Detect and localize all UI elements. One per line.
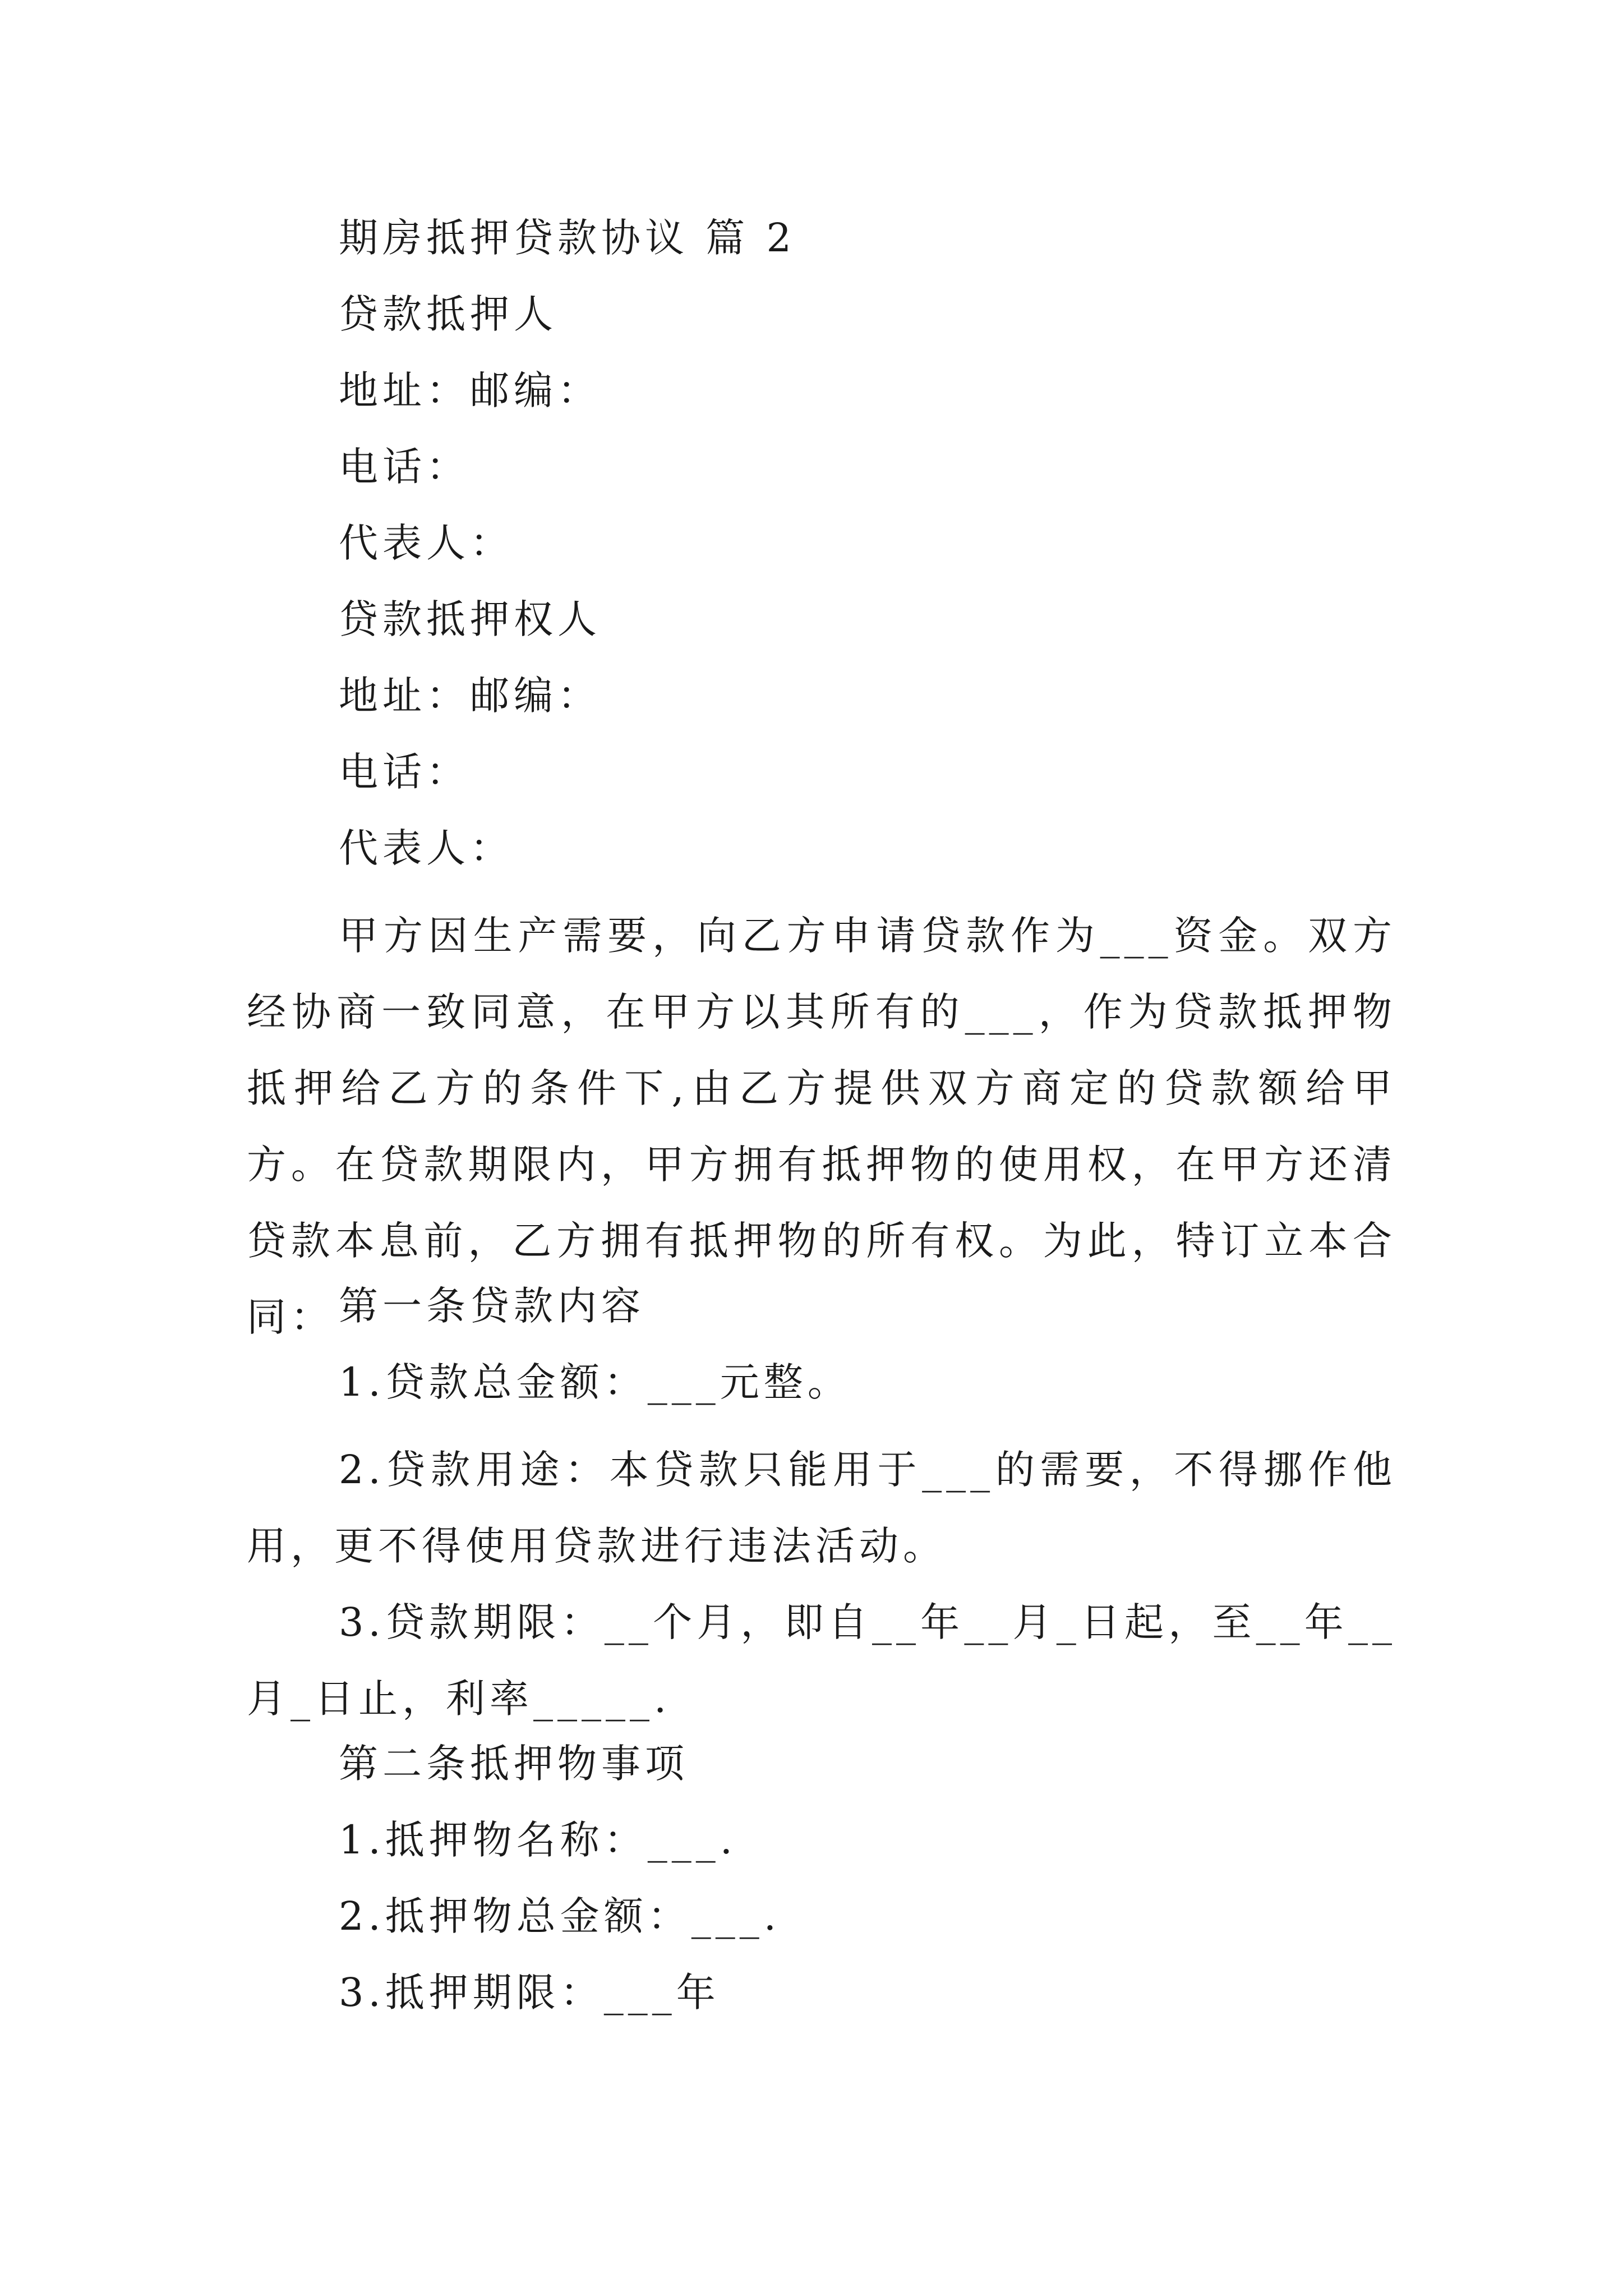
article1-item2: 2.贷款用途：本贷款只能用于___的需要，不得挪作他用，更不得使用贷款进行违法活动。 xyxy=(247,1447,1396,1569)
mortgagor-address: 地址：邮编： xyxy=(339,367,601,413)
mortgagor-phone: 电话： xyxy=(339,444,470,490)
article2-item3: 3.抵押期限：___年 xyxy=(339,1970,720,2016)
mortgagee-representative: 代表人： xyxy=(339,825,514,871)
article1-item1: 1.贷款总金额：___元整。 xyxy=(339,1359,851,1405)
mortgagee-title: 贷款抵押权人 xyxy=(339,596,601,642)
mortgagee-address: 地址：邮编： xyxy=(339,673,601,719)
document-heading: 期房抵押贷款协议 篇 2 xyxy=(339,215,796,261)
article1-title: 第一条贷款内容 xyxy=(339,1283,645,1329)
mortgagor-title: 贷款抵押人 xyxy=(339,291,557,337)
intro-paragraph: 甲方因生产需要，向乙方申请贷款作为___资金。双方经协商一致同意，在甲方以其所有的___，作为贷款抵押物抵押给乙方的条件下,由乙方提供双方商定的贷款额给甲方。在贷款期限内，甲方拥有抵押物的使用权，在甲方还清贷款本息前，乙方拥有抵押物的所有权。为此，特订立本合同： xyxy=(247,913,1396,1340)
article1-item3: 3.贷款期限：__个月，即自__年__月_日起，至__年__月_日止，利率_____. xyxy=(247,1599,1396,1722)
article2-title: 第二条抵押物事项 xyxy=(339,1741,689,1787)
mortgagor-representative: 代表人： xyxy=(339,520,514,566)
mortgagee-phone: 电话： xyxy=(339,749,470,795)
article2-item2: 2.抵押物总金额：___. xyxy=(339,1893,781,1939)
article2-item1: 1.抵押物名称：___. xyxy=(339,1817,737,1863)
